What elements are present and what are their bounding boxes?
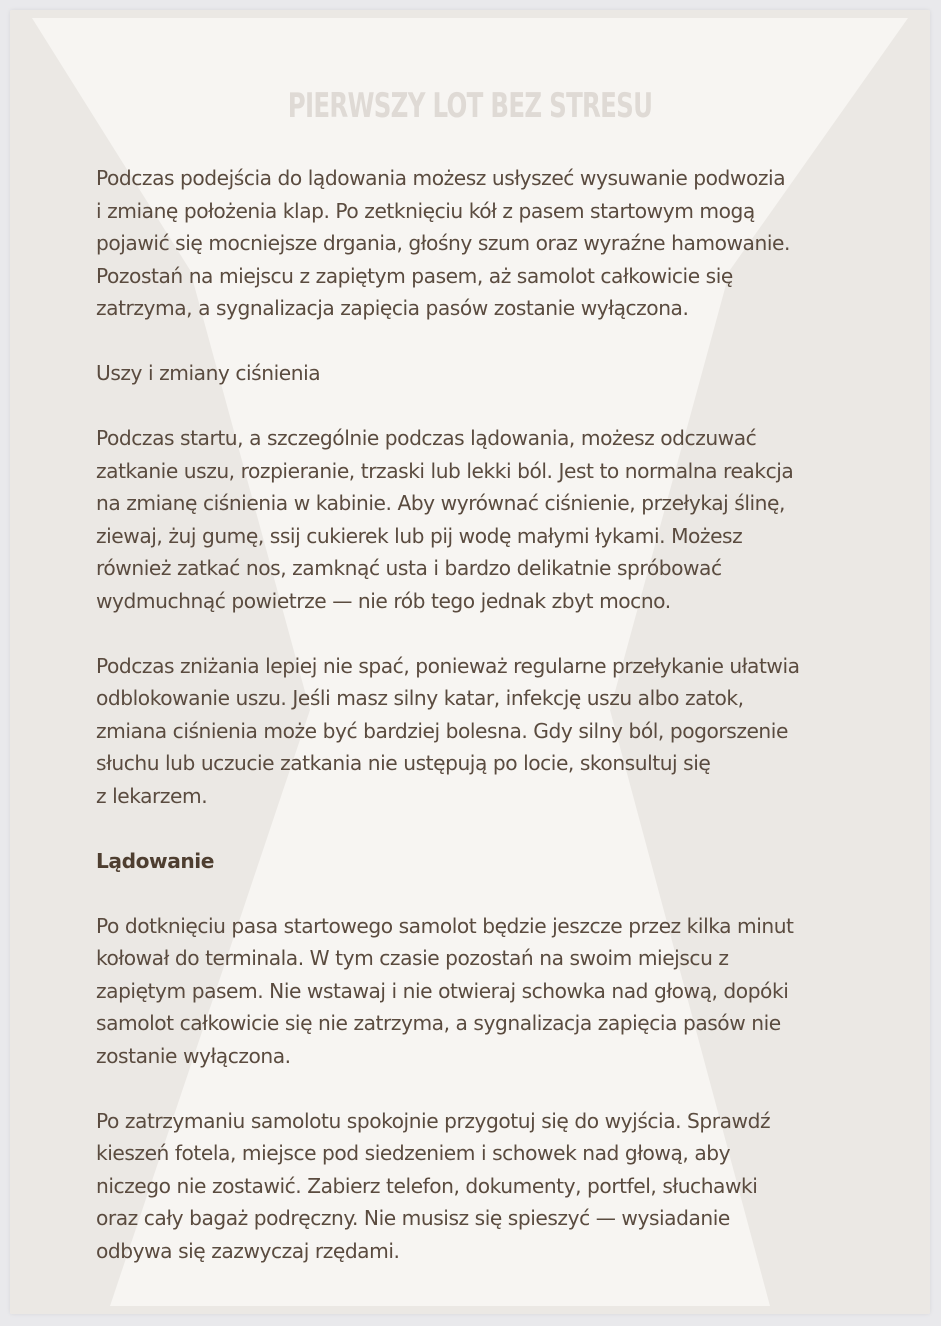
paragraph-descent-sleep: Podczas zniżania lepiej nie spać, ponieważ regularne przełykanie ułatwia odblokowanie uszu. Jeśli masz silny katar, infekcję uszu albo zatok, zmiana ciśnienia może być bardziej bolesna. Gdy silny ból, pogorszenie słuchu lub uczucie zatkania nie ustępują po locie, skonsultuj się z lekarzem. <box>96 653 800 808</box>
subheading-ears-pressure: Uszy i zmiany ciśnienia <box>96 361 321 385</box>
paragraph-disembarking: Po zatrzymaniu samolotu spokojnie przygotuj się do wyjścia. Sprawdź kieszeń fotela, miejsce pod siedzeniem i schowek nad głową, aby niczego nie zostawić. Zabierz telefon, dokumenty, portfel, słuchawki oraz cały bagaż podręczny. Nie musisz się spieszyć — wysiadanie odbywa się zazwyczaj rzędami. <box>96 1108 771 1263</box>
page-title: PIERWSZY LOT BEZ STRESU <box>287 86 653 126</box>
document-body <box>96 162 840 1300</box>
paragraph-landing-approach: Podczas podejścia do lądowania możesz usłyszeć wysuwanie podwozia i zmianę położenia klap. Po zetknięciu kół z pasem startowym mogą pojawić się mocniejsze drgania, głośny szum oraz wyraźne hamowanie. Pozostań na miejscu z zapiętym pasem, aż samolot całkowicie się zatrzyma, a sygnalizacja zapięcia pasów zostanie wyłączona. <box>96 166 790 320</box>
document-page <box>10 10 930 1314</box>
paragraph-taxiing: Po dotknięciu pasa startowego samolot będzie jeszcze przez kilka minut kołował do terminala. W tym czasie pozostań na swoim miejscu z zapiętym pasem. Nie wstawaj i nie otwieraj schowka nad głową, dopóki samolot całkowicie się nie zatrzyma, a sygnalizacja zapięcia pasów nie zostanie wyłączona. <box>96 913 794 1068</box>
section-heading-landing: Lądowanie <box>96 848 215 873</box>
paragraph-ears-pressure: Podczas startu, a szczególnie podczas lądowania, możesz odczuwać zatkanie uszu, rozpieranie, trzaski lub lekki ból. Jest to normalna reakcja na zmianę ciśnienia w kabinie. Aby wyrównać ciśnienie, przełykaj ślinę, ziewaj, żuj gumę, ssij cukierek lub pij wodę małymi łykami. Możesz również zatkać nos, zamknąć usta i bardzo delikatnie spróbować wydmuchnąć powietrze — nie rób tego jednak zbyt mocno. <box>96 426 794 613</box>
